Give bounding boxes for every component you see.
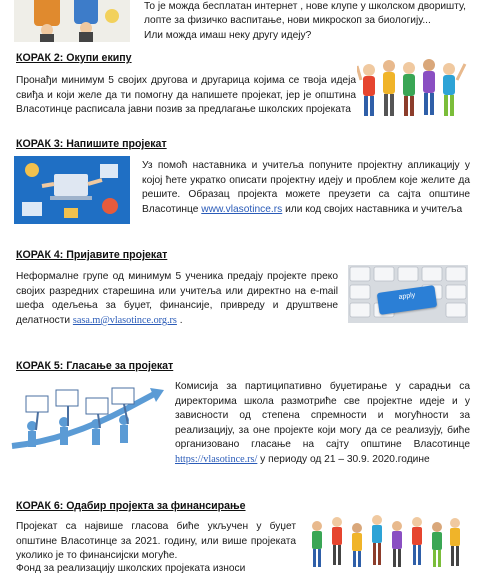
step2-friends-illustration <box>357 56 467 124</box>
step5-text-after: у периоду од 21 – 30.9. 2020.године <box>257 453 430 465</box>
apply-key-label: apply <box>398 291 416 302</box>
step3-heading: КОРАК 3: Напишите пројекат <box>16 138 167 150</box>
step1-line2: лопте за физичко васпитање, нови микроскоп за биологију... <box>144 15 431 26</box>
step3-text-before: Уз помоћ наставника и учитеља попуните пројектну апликацију у којој ћете укратко описати пројектну идеју и проблем које желите да решите. Образац пројекта можете преузети са сајта општине Власотинце <box>142 160 470 215</box>
step5-text-before: Комисија за партиципативно буџетирање у сарадњи са директорима школа размотриће све пројектне идеје и у зависности од степена спремности и могућности за реализацију, за оне пројекте који могу да се реализују, биће организовано гласање на сајту општине Власотинце <box>175 381 470 451</box>
step1-line1: То је можда бесплатан интернет , нове клупе у школском дворишту, <box>144 1 466 12</box>
step3-text-after: или код својих наставника и учитеља <box>282 203 463 215</box>
step5-voting-illustration <box>8 386 166 458</box>
step4-text-after: . <box>176 314 183 326</box>
step4-heading: КОРАК 4: Пријавите пројекат <box>16 249 168 261</box>
step5-text <box>175 380 470 468</box>
vlasotince-site-link[interactable]: www.vlasotince.rs <box>201 203 283 215</box>
step2-heading: КОРАК 2: Окупи екипу <box>16 52 132 64</box>
step2-text: Пронађи минимум 5 својих другова и другарица којима се твоја идеја свиђа и који желе да ти помогну да напишете пројекат, јер је општина Власотинце расписала јавни позив за предлагање школских пројеката <box>16 75 356 116</box>
step6-heading: КОРАК 6: Одабир пројекта за финансирање <box>16 500 246 512</box>
step6-text2: Фонд за реализацију школских пројеката износи <box>16 563 246 574</box>
step4-text <box>16 270 338 328</box>
email-link[interactable]: sasa.m@vlasotince.org.rs <box>72 314 177 326</box>
step6-text: Пројекат са највише гласова биће укључен у буџет општине Власотинце за 2021. годину, или више пројеката уколико је то финансијски могуће. <box>16 521 296 562</box>
step1-illustration <box>14 0 130 42</box>
step3-text <box>142 159 470 217</box>
step3-desk-illustration <box>14 156 130 224</box>
step1-line3: Или можда имаш неку другу идеју? <box>144 30 312 41</box>
step5-heading: КОРАК 5: Гласање за пројекат <box>16 360 174 372</box>
step4-keyboard-illustration <box>348 265 468 323</box>
step4-text-before: Неформалне групе од минимум 5 ученика предају пројекте преко својих разредних старешина или учитеља или директно на e-mail шефа одељења за буџет, финансије, привреду и друштвене делатности <box>16 271 338 326</box>
step6-crowd-illustration <box>305 512 465 571</box>
vlasotince-voting-link[interactable]: https://vlasotince.rs/ <box>175 453 258 465</box>
